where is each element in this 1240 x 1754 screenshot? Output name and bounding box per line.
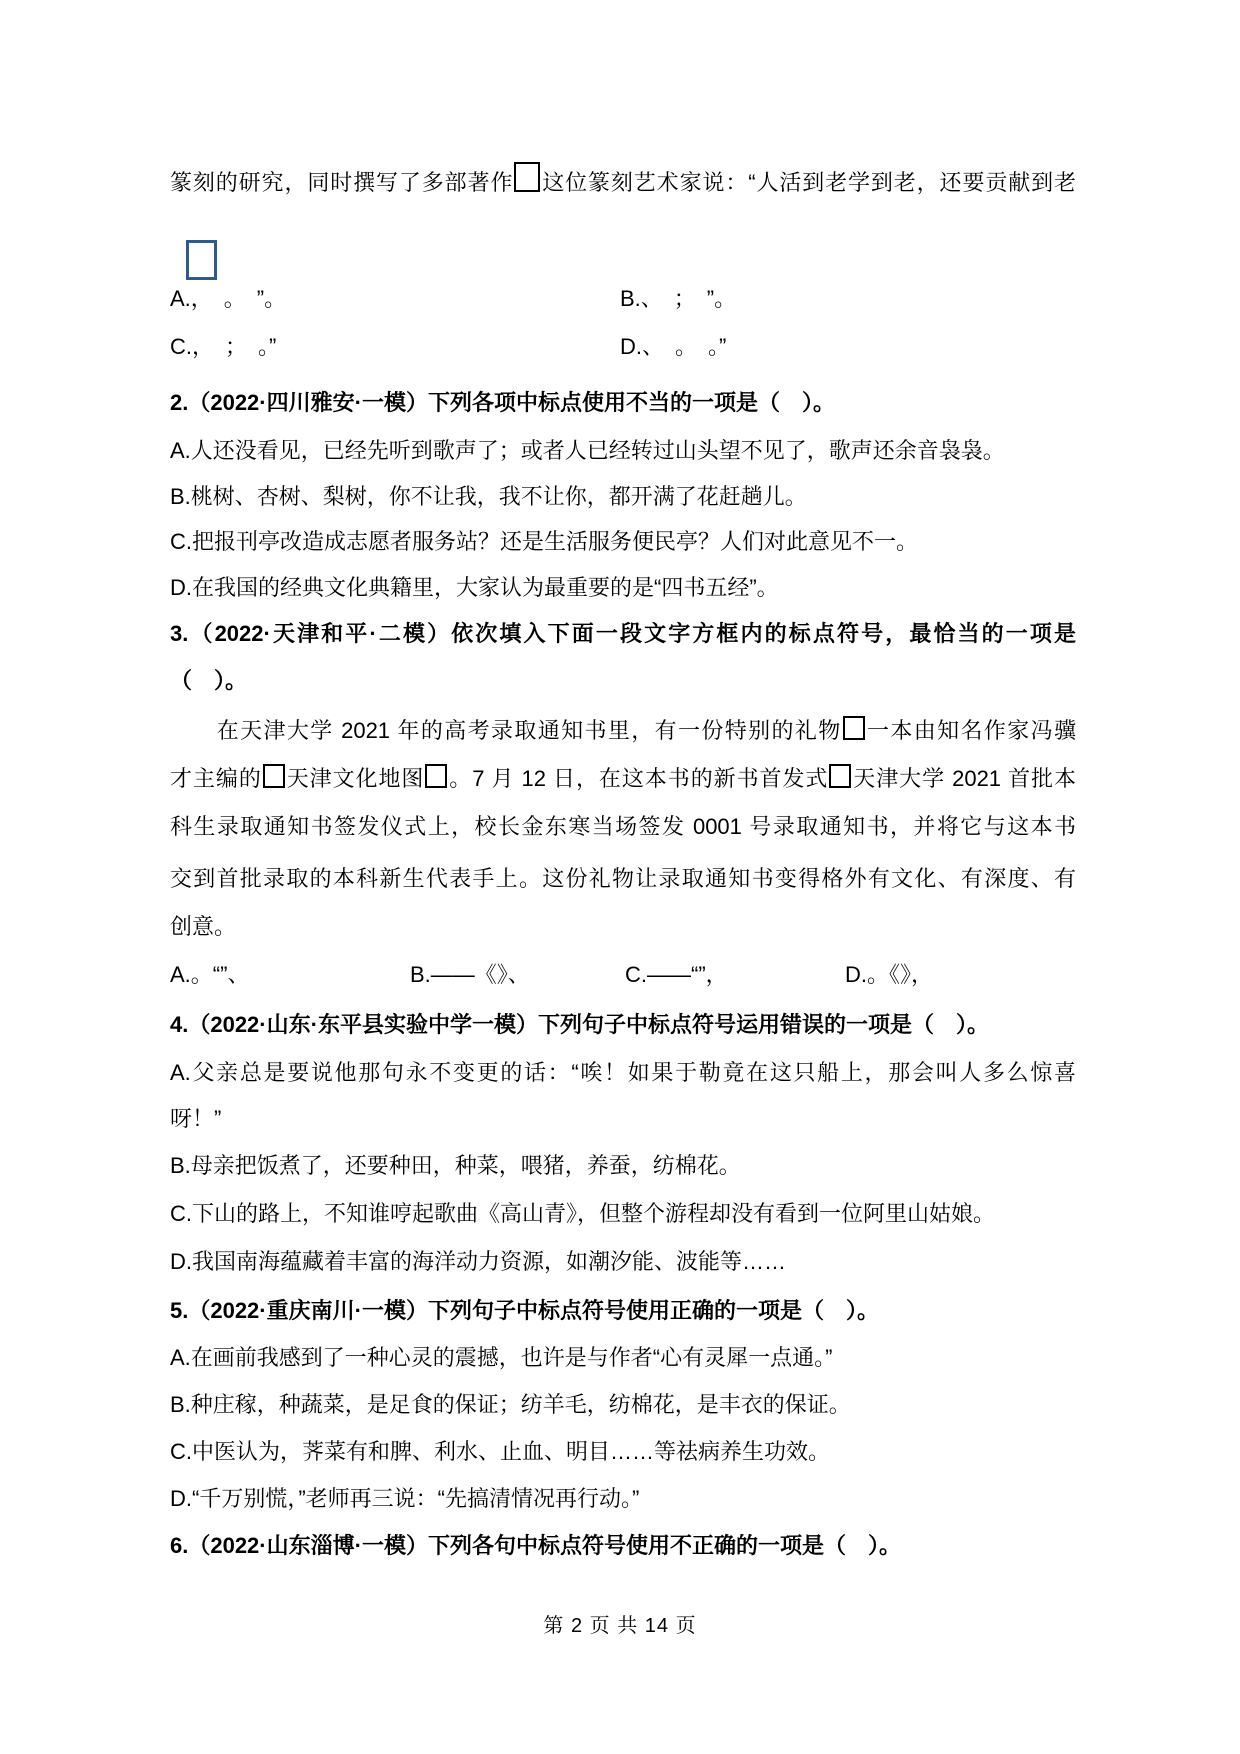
punctuation-placeholder-box: [829, 764, 851, 788]
q5-option-d: D.“千万别慌，”老师再三说：“先搞清情况再行动。”: [170, 1486, 640, 1511]
blank-answer-box: [186, 240, 217, 280]
q2-stem: 2.（2022·四川雅安·一模）下列各项中标点使用不当的一项是（ ）。: [170, 390, 835, 415]
q1-option-d: D.、 。 。”: [620, 334, 727, 359]
q5-stem: 5.（2022·重庆南川·一模）下列句子中标点符号使用正确的一项是（ ）。: [170, 1298, 879, 1323]
q3-options-row: [170, 960, 1076, 990]
q2-option-d: D.在我国的经典文化典籍里，大家认为最重要的是“四书五经”。: [170, 575, 779, 600]
punctuation-placeholder-box: [263, 764, 285, 788]
page-number: 第 2 页 共 14 页: [543, 1615, 697, 1637]
q3-passage-line: 才主编的 天津文化地图 。7 月 12 日，在这本书的新书首发式 天津大学 2021 首批本: [170, 766, 1076, 791]
q2-option-c: C.把报刊亭改造成志愿者服务站？还是生活服务便民亭？人们对此意见不一。: [170, 529, 919, 554]
q3-option-c: C.——“”，: [625, 962, 728, 987]
q5-option-c: C.中医认为，荠菜有和脾、利水、止血、明目……等祛病养生功效。: [170, 1439, 831, 1464]
punctuation-placeholder-box: [843, 716, 865, 740]
q3-passage-line: 创意。: [170, 914, 237, 939]
q3-option-b: B.——《》、: [410, 962, 530, 987]
q4-option-d: D.我国南海蕴藏着丰富的海洋动力资源，如潮汐能、波能等……: [170, 1249, 787, 1274]
q4-option-a-line-1: A.父亲总是要说他那句永不变更的话：“唉！如果于勒竟在这只船上，那会叫人多么惊喜: [170, 1060, 1076, 1085]
q1-options-row-2: [170, 332, 1076, 362]
q1-option-c: C.， ； 。”: [170, 334, 277, 359]
q4-option-a-line-2: 呀！”: [170, 1106, 222, 1131]
q5-option-b: B.种庄稼，种蔬菜，是足食的保证；纺羊毛，纺棉花，是丰衣的保证。: [170, 1392, 851, 1417]
q1-option-a: A.， 。 ”。: [170, 286, 287, 311]
q1-options-row-1: [170, 284, 1076, 314]
punctuation-placeholder-box: [514, 162, 540, 192]
q3-stem-line-2: （ ）。: [170, 668, 248, 693]
q6-stem: 6.（2022·山东淄博·一模）下列各句中标点符号使用不正确的一项是（ ）。: [170, 1533, 901, 1558]
q5-option-a: A.在画前我感到了一种心灵的震撼，也许是与作者“心有灵犀一点通。”: [170, 1345, 833, 1370]
q3-passage-line: 在天津大学 2021 年的高考录取通知书里，有一份特别的礼物 一本由知名作家冯骥: [170, 718, 1076, 743]
q2-option-a: A.人还没看见，已经先听到歌声了；或者人已经转过山头望不见了，歌声还余音袅袅。: [170, 438, 1005, 463]
q4-stem: 4.（2022·山东·东平县实验中学一模）下列句子中标点符号运用错误的一项是（ ）。: [170, 1012, 989, 1037]
q3-option-a: A.。“”、: [170, 962, 250, 987]
q1-continuation-line: 篆刻的研究，同时撰写了多部著作 这位篆刻艺术家说：“人活到老学到老，还要贡献到老: [170, 162, 1076, 198]
q2-option-b: B.桃树、杏树、梨树，你不让我，我不让你，都开满了花赶趟儿。: [170, 484, 807, 509]
q3-passage-line: 科生录取通知书签发仪式上，校长金东寒当场签发 0001 号录取通知书，并将它与这本书: [170, 814, 1076, 839]
q1-option-b: B.、 ； ”。: [620, 286, 737, 311]
q4-option-c: C.下山的路上，不知谁哼起歌曲《高山青》，但整个游程却没有看到一位阿里山姑娘。: [170, 1201, 996, 1226]
q3-passage-line: 交到首批录取的本科新生代表手上。这份礼物让录取通知书变得格外有文化、有深度、有: [170, 866, 1076, 891]
q3-option-d: D.。《》，: [845, 962, 934, 987]
punctuation-placeholder-box: [425, 764, 447, 788]
q3-stem-line-1: 3.（2022·天津和平·二模）依次填入下面一段文字方框内的标点符号，最恰当的一项是: [170, 621, 1076, 646]
q4-option-b: B.母亲把饭煮了，还要种田，种菜，喂猪，养蚕，纺棉花。: [170, 1153, 741, 1178]
